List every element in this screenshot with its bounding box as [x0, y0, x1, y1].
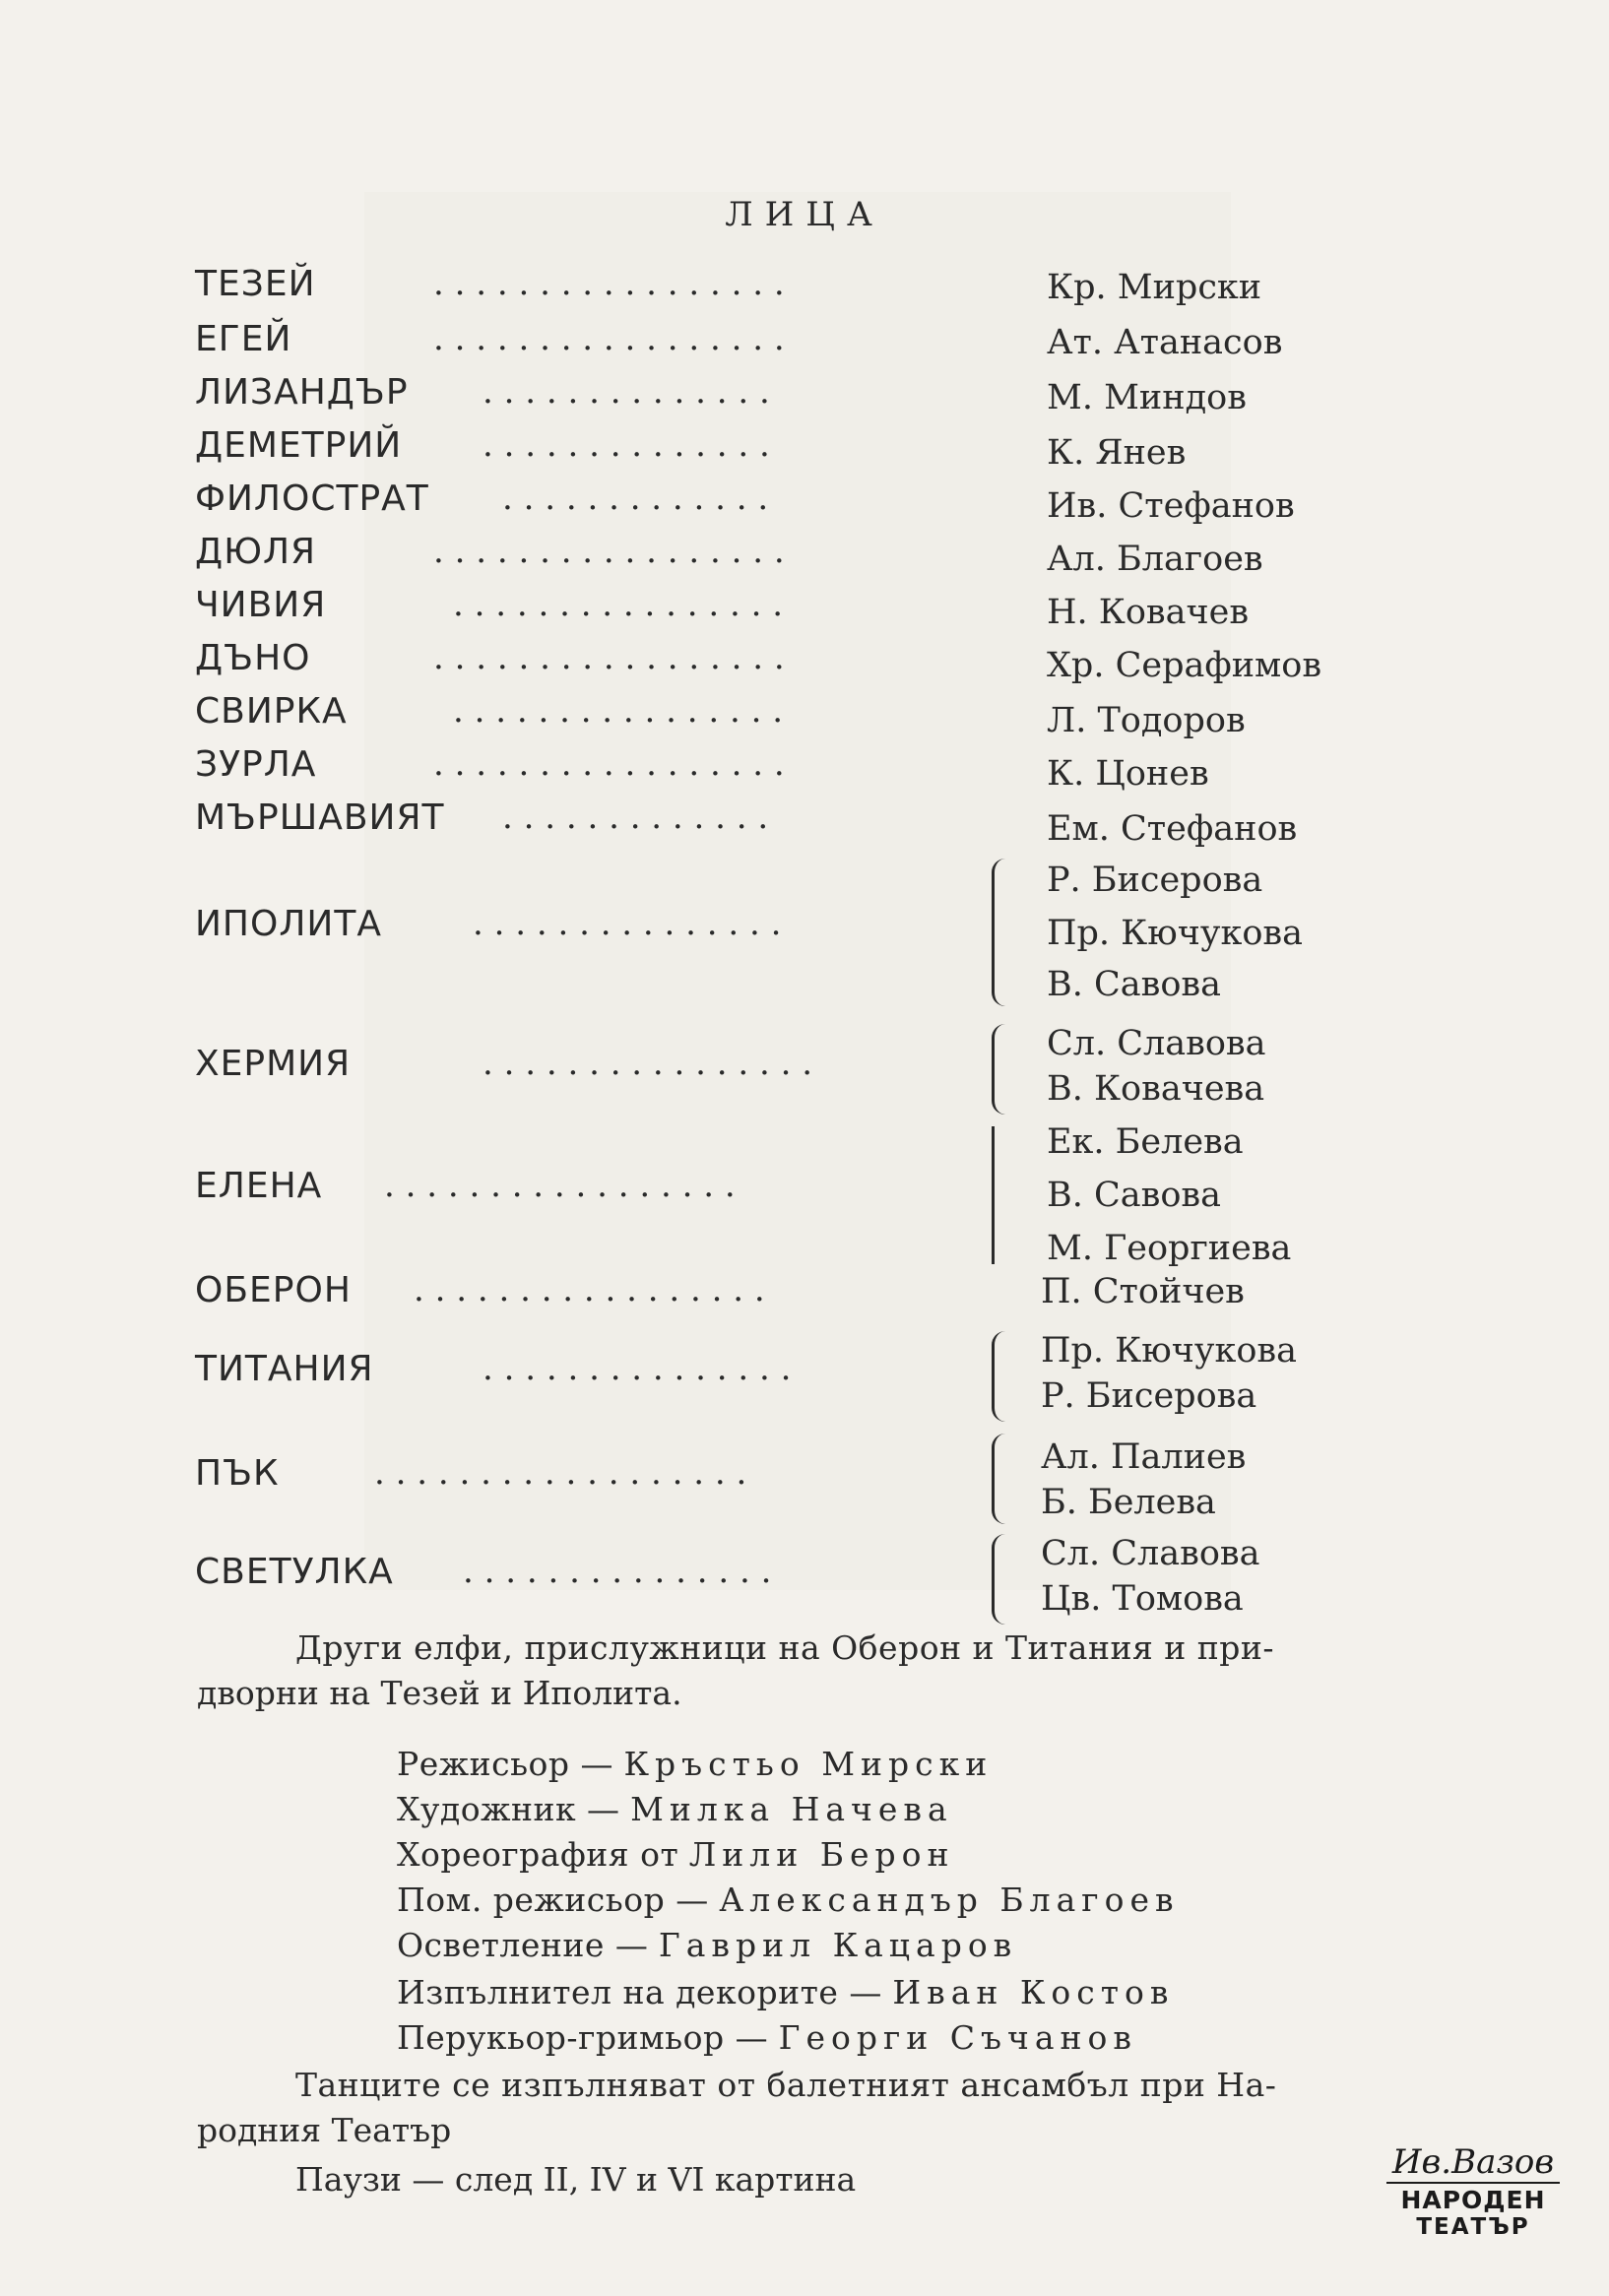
actor-name: М. Георгиева [1047, 1229, 1292, 1268]
role-name: ИПОЛИТА [195, 904, 382, 944]
leader-dots: . . . . . . . . . . . . . [502, 478, 769, 518]
credit-line [397, 2018, 1137, 2057]
actor-name: П. Стойчев [1041, 1272, 1245, 1311]
leader-dots: . . . . . . . . . . . . . . . . . [433, 532, 785, 571]
role-name: ХЕРМИЯ [195, 1044, 352, 1084]
credit-line [397, 1926, 1017, 1964]
role-name: ДЪНО [195, 638, 311, 678]
actor-name: В. Савова [1047, 1176, 1221, 1215]
actor-name: Пр. Кючукова [1041, 1331, 1297, 1371]
dances-line: Танците се изпълняват от балетният ансамбъл при На- [295, 2066, 1277, 2104]
role-name: МЪРШАВИЯТ [195, 797, 445, 838]
role-name: ЗУРЛА [195, 744, 317, 785]
actor-name: Ек. Белева [1047, 1122, 1244, 1162]
pauses-line: Паузи — след II, IV и VI картина [295, 2160, 857, 2199]
actor-name: Кр. Мирски [1047, 268, 1262, 307]
actor-name: Цв. Томова [1041, 1579, 1244, 1619]
actor-name: Н. Ковачев [1047, 593, 1250, 632]
credit-label: Осветление — [397, 1926, 649, 1964]
actor-name: К. Янев [1047, 433, 1187, 473]
actor-name: Р. Бисерова [1047, 861, 1263, 900]
credit-line [397, 1835, 954, 1874]
leader-dots: . . . . . . . . . . . . . . . . . [433, 638, 785, 677]
actor-name: Ал. Благоев [1047, 540, 1263, 579]
leader-dots: . . . . . . . . . . . . . . [483, 372, 770, 412]
actor-name: Хр. Серафимов [1047, 646, 1322, 685]
dances-line: родния Театър [197, 2111, 452, 2149]
leader-dots: . . . . . . . . . . . . . . [483, 425, 770, 465]
actor-name: Ал. Палиев [1041, 1437, 1247, 1477]
leader-dots: . . . . . . . . . . . . . . . . . [414, 1270, 765, 1309]
role-name: ТИТАНИЯ [195, 1349, 374, 1389]
credit-label: Художник — [397, 1790, 620, 1828]
credit-label: Перукьор-гримьор — [397, 2018, 769, 2057]
logo-line-2: ТЕАТЪР [1416, 2214, 1530, 2240]
actor-name: Сл. Славова [1047, 1024, 1266, 1063]
actor-name: Ив. Стефанов [1047, 486, 1295, 526]
leader-dots: . . . . . . . . . . . . . . . . . . [374, 1453, 747, 1493]
actor-name: Л. Тодоров [1047, 701, 1246, 740]
role-name: ЛИЗАНДЪР [195, 372, 409, 413]
credit-label: Пом. режисьор — [397, 1881, 709, 1919]
credit-line [397, 1881, 1180, 1919]
credit-name: Александър Благоев [719, 1881, 1180, 1919]
credit-name: Георги Съчанов [778, 2018, 1137, 2057]
leader-dots: . . . . . . . . . . . . . . . . [453, 691, 784, 731]
credit-line [397, 1973, 1174, 2011]
actor-name: К. Цонев [1047, 754, 1209, 794]
actor-brace [992, 1024, 1006, 1115]
actor-brace [992, 1331, 1006, 1422]
leader-dots: . . . . . . . . . . . . . . . . . [433, 744, 785, 784]
leader-dots: . . . . . . . . . . . . . . . . . [433, 319, 785, 358]
actor-name: М. Миндов [1047, 378, 1247, 417]
leader-dots: . . . . . . . . . . . . . . . . . [433, 264, 785, 303]
credit-label: Режисьор — [397, 1745, 614, 1783]
leader-dots: . . . . . . . . . . . . . . . [473, 904, 782, 943]
leader-dots: . . . . . . . . . . . . . . . [483, 1349, 792, 1388]
role-name: СВИРКА [195, 691, 348, 732]
credit-name: Иван Костов [892, 1973, 1175, 2011]
actor-brace [992, 1126, 995, 1264]
actor-name: Сл. Славова [1041, 1534, 1260, 1573]
role-name: ЕГЕЙ [195, 319, 292, 359]
actor-brace [992, 1434, 1006, 1524]
role-name: СВЕТУЛКА [195, 1552, 394, 1592]
credit-name: Гаврил Кацаров [658, 1926, 1018, 1964]
role-name: ДЕМЕТРИЙ [195, 425, 403, 466]
role-name: ТЕЗЕЙ [195, 264, 316, 304]
role-name: ПЪК [195, 1453, 280, 1494]
credit-name: Лили Берон [688, 1835, 955, 1874]
credit-label: Хореография от [397, 1835, 679, 1874]
actor-name: В. Ковачева [1047, 1069, 1265, 1109]
page-title: ЛИЦА [725, 195, 884, 234]
actor-brace [992, 1534, 1006, 1625]
leader-dots: . . . . . . . . . . . . . . . . [453, 585, 784, 624]
actor-name: Ат. Атанасов [1047, 323, 1283, 362]
actor-name: В. Савова [1047, 965, 1221, 1004]
credit-name: Милка Начева [630, 1790, 953, 1828]
logo-signature: Ив.Вазов [1391, 2142, 1555, 2182]
other-characters-line: дворни на Тезей и Иполита. [197, 1674, 682, 1712]
role-name: ЕЛЕНА [195, 1166, 323, 1206]
logo-line-1: НАРОДЕН [1386, 2182, 1560, 2214]
actor-name: Р. Бисерова [1041, 1376, 1257, 1416]
actor-brace [992, 859, 1006, 1006]
credit-name: Кръстьо Мирски [623, 1745, 994, 1783]
leader-dots: . . . . . . . . . . . . . [502, 797, 769, 837]
actor-name: Б. Белева [1041, 1483, 1216, 1522]
actor-name: Пр. Кючукова [1047, 914, 1303, 953]
role-name: ДЮЛЯ [195, 532, 317, 572]
actor-name: Ем. Стефанов [1047, 809, 1298, 849]
leader-dots: . . . . . . . . . . . . . . . [463, 1552, 772, 1591]
role-name: ФИЛОСТРАТ [195, 478, 429, 519]
role-name: ОБЕРОН [195, 1270, 352, 1310]
leader-dots: . . . . . . . . . . . . . . . . . [384, 1166, 736, 1205]
national-theatre-logo [1386, 2142, 1560, 2261]
other-characters-line: Други елфи, прислужници на Оберон и Титания и при- [295, 1628, 1275, 1667]
leader-dots: . . . . . . . . . . . . . . . . [483, 1044, 813, 1083]
credit-line [397, 1745, 993, 1783]
credit-line [397, 1790, 953, 1828]
credit-label: Изпълнител на декорите — [397, 1973, 882, 2011]
role-name: ЧИВИЯ [195, 585, 327, 625]
